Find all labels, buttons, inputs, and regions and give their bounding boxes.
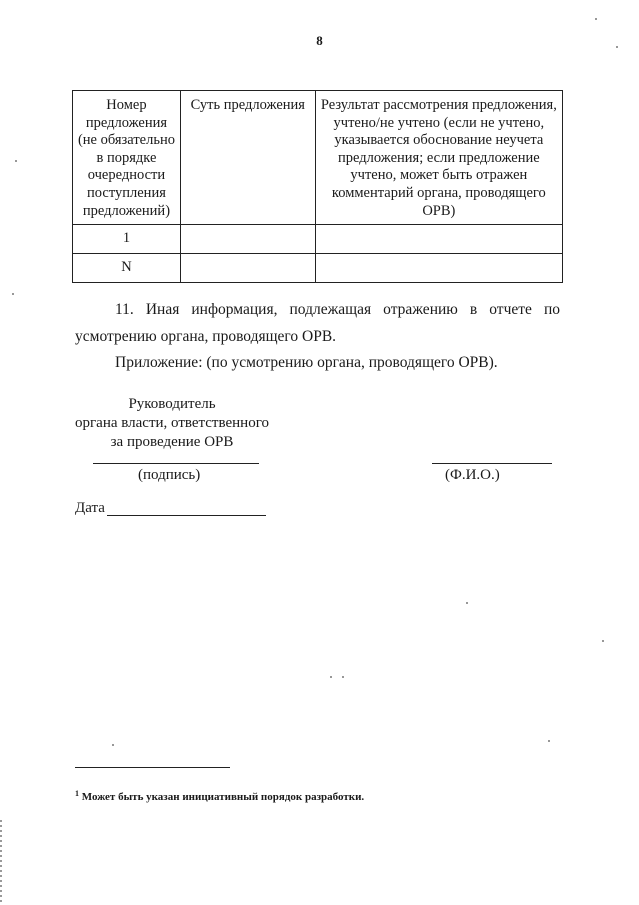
section-11-paragraph: 11. Иная информация, подлежащая отражению в отчете по усмотрению органа, проводящего ОРВ. [75, 301, 560, 345]
name-caption: (Ф.И.О.) [445, 467, 500, 483]
header-cell-number [73, 91, 181, 225]
table-cell-number: N [73, 254, 181, 283]
scan-speck [112, 744, 114, 746]
signature-caption: (подпись) [138, 467, 201, 483]
header-cell-essence [180, 91, 315, 225]
footnote-divider [75, 767, 230, 768]
table-cell-essence [180, 254, 315, 283]
scan-speck [330, 676, 332, 678]
table-cell-result [315, 225, 562, 254]
appendix-paragraph: Приложение: (по усмотрению органа, проводящего ОРВ). [115, 354, 498, 371]
signer-title [72, 395, 272, 452]
scan-speck [342, 676, 344, 678]
table-row [73, 225, 563, 254]
scan-speck [548, 740, 550, 742]
table-cell-essence [180, 225, 315, 254]
footnote-marker: 1 [75, 789, 79, 798]
signer-title-line-1: Руководитель [128, 396, 216, 412]
date-label: Дата [75, 500, 105, 516]
scan-speck [595, 18, 597, 20]
header-essence-label: Суть предложения [190, 97, 305, 113]
scan-edge [0, 820, 2, 905]
signature-line [93, 463, 259, 464]
table-row [73, 254, 563, 283]
table-cell-result [315, 254, 562, 283]
signer-title-line-3: за проведение ОРВ [110, 434, 234, 450]
name-line [432, 463, 552, 464]
page-number: 8 [316, 33, 323, 48]
table-cell-number: 1 [73, 225, 181, 254]
proposals-table [72, 90, 563, 283]
table-header-row [73, 91, 563, 225]
footnote [75, 787, 364, 804]
signer-title-line-2: органа власти, ответственного [75, 415, 269, 431]
scan-speck [602, 640, 604, 642]
header-number-label: Номер предложения (не обязательно в порядке очередности поступления предложений) [77, 97, 175, 219]
scan-speck [12, 293, 14, 295]
scan-speck [15, 160, 17, 162]
scan-speck [616, 46, 618, 48]
date-line [107, 515, 266, 516]
footnote-text: Может быть указан инициативный порядок разработки. [81, 791, 365, 803]
scan-speck [466, 602, 468, 604]
header-result-label: Результат рассмотрения предложения, учтено/не учтено (если не учтено, указывается обоснование неучета предложения; если предложение учтено, может быть отражен комментарий органа, проводящего ОРВ) [320, 97, 557, 219]
header-cell-result [315, 91, 562, 225]
